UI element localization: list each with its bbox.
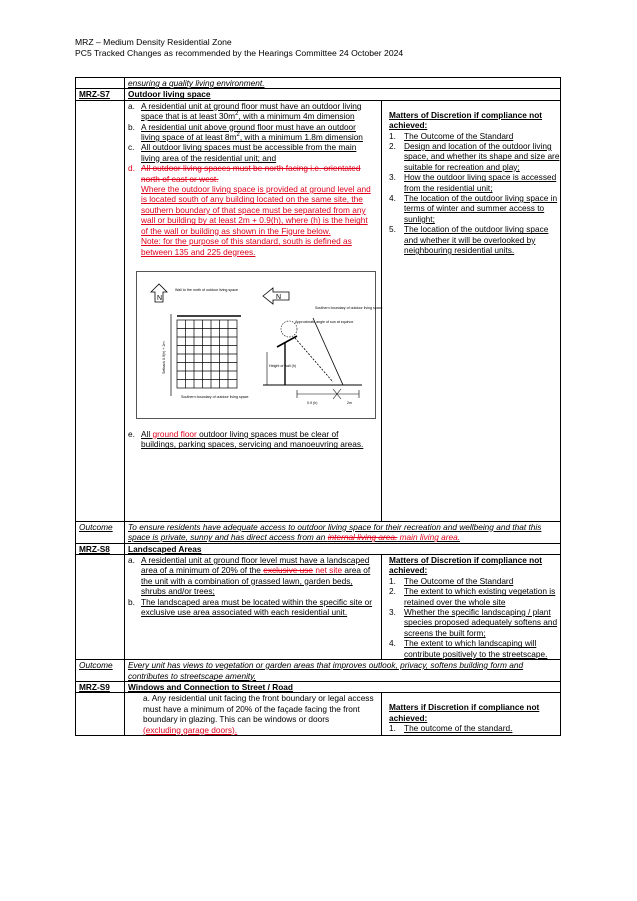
svg-text:Southern boundary of outdoor l: Southern boundary of outdoor living space [315,305,383,310]
matters-heading: Matters if Discretion if compliance not achieved: [389,702,540,723]
matters-list-item: 1. The outcome of the standard. [389,723,513,734]
table-row [76,543,561,554]
standards-table [75,77,561,736]
svg-text:Approximate angle of sun at eq: Approximate angle of sun at equinox [295,319,354,324]
matters-list-item: 2. The extent to which existing vegetation is retained over the whole site [389,586,556,607]
table-row [76,693,561,736]
matters-list-item: 1. The Outcome of the Standard [389,575,514,586]
continued-text: ensuring a quality living environment. [125,78,561,89]
inserted-text: (excluding garage doors). [143,724,238,735]
list-item: e. All ground floor outdoor living spaces must be clear of buildings, parking spaces, servicing and manoeuvring areas. [128,428,364,450]
standard-title: Outdoor living space [125,89,561,100]
matters-of-discretion [382,101,560,521]
matters-list-item: 1. The Outcome of the Standard [389,130,514,141]
matters-list [389,723,560,733]
matters-heading: Matters of Discretion if compliance not achieved: [389,109,543,131]
standard-rules [125,555,382,659]
matters-of-discretion [382,693,560,735]
matters-of-discretion [382,555,560,659]
standard-title: Landscaped Areas [125,543,561,554]
header-line-1: MRZ – Medium Density Residential Zone [75,37,232,47]
standard-code: MRZ-S9 [76,681,125,692]
deleted-text: exclusive use [263,565,314,576]
inserted-note: Note: for the purpose of this standard, south is defined as between 135 and 225 degrees. [141,236,352,257]
standard-code: MRZ-S8 [76,543,125,554]
outcome-text: To ensure residents have adequate access to outdoor living space for their recreation and wellbeing and that this space is private, sunny and has direct access from an internal living area. main living area. [125,521,561,543]
standard-rules [125,693,382,735]
svg-text:Height of wall (h): Height of wall (h) [269,363,296,368]
svg-text:Wall to the north of outdoor l: Wall to the north of outdoor living space [175,287,238,292]
matters-list-item: 4. The extent to which landscaping will contribute positively to the streetscape. [389,638,548,659]
setback-figure [136,271,383,419]
inserted-text: main living area. [397,532,461,543]
matters-heading: Matters of Discretion if compliance not achieved: [389,555,543,576]
page-header [75,37,403,59]
matters-list-item: 5. The location of the outdoor living space and whether it will be overlooked by neighbouring residential units. [389,224,549,256]
list-item: c. All outdoor living spaces must be accessible from the main living area of the residential unit; and [128,142,357,163]
list-item: a. A residential unit at ground floor must have an outdoor living space that is at least $30m^2$, with a minimum 4m dimension [128,100,362,122]
list-item: d. All outdoor living spaces must be north facing i.e. orientated north of east or west. Where the outdoor living space is provided at ground level and is located south of any building located on the same site, the southern boundary of that space must be separated from any wall or building by at least 2m + 0.9(h), where (h) is the height of the wall or building as shown in the Figure below. Note: for the purpose of this standard, south is defined as between 135 and 225 degrees. [128,163,371,257]
table-row [76,100,561,521]
standard-title: Windows and Connection to Street / Road [125,681,561,692]
outcome-label: Outcome [76,521,125,543]
standard-rules [125,101,382,521]
matters-list [389,576,560,659]
inserted-text: ground floor [152,428,197,439]
table-row [76,521,561,543]
header-line-2: PC5 Tracked Changes as recommended by the Hearings Committee 24 October 2024 [75,48,404,58]
table-row [76,78,561,89]
table-row [76,89,561,100]
inserted-text: Where the outdoor living space is provided at ground level and is located south of any building located on the same site, the southern boundary of that space must be separated from any wall or building by at least 2m + 0.9(h), where (h) is the height of the wall or building as shown in the Figure below. [141,184,371,236]
matters-list-item: 4. The location of the outdoor living space in terms of winter and summer access to sunlight; [389,193,558,224]
table-row [76,660,561,682]
rule-text: a. Any residential unit facing the front boundary or legal access must have a minimum of 20% of the façade facing the front boundary in glazing. This can be windows or doors [143,693,374,725]
matters-list-item: 2. Design and location of the outdoor living space, and whether its shape and size are suitable for recreation and play; [389,141,560,172]
table-row [76,555,561,660]
svg-text:0.9 (h): 0.9 (h) [307,400,318,405]
deleted-text: internal living area. [327,532,398,543]
outcome-label: Outcome [76,660,125,682]
north-symbol-left: N [157,294,163,302]
list-item: b. The landscaped area must be located within the specific site or exclusive use area associated with each residential unit. [128,596,373,618]
matters-list [389,131,560,256]
inserted-text: net site [313,565,343,576]
setback-diagram [137,272,383,418]
matters-list-item: 3. Whether the specific landscaping / plant species proposed adequately softens and screens the built form; [389,607,558,638]
standard-code: MRZ-S7 [76,89,125,100]
svg-text:Southern boundary of outdoor l: Southern boundary of outdoor living space [181,394,249,399]
svg-text:Setback 0.9(h) + 2m: Setback 0.9(h) + 2m [162,341,166,374]
svg-text:2m: 2m [347,400,352,405]
list-item: b. A residential unit above ground floor must have an outdoor living space of at least $8m^2$, with a minimum 1.8m dimension [128,121,363,143]
matters-list-item: 3. How the outdoor living space is accessed from the residential unit; [389,172,557,193]
svg-text:N: N [276,293,282,301]
table-row [76,681,561,692]
list-item: a. A residential unit at ground floor level must have a landscaped area of a minimum of 20% of the exclusive use net site area of the unit with a combination of grassed lawn, garden beds, shrubs and/or trees; [128,555,371,597]
outcome-text: Every unit has views to vegetation or garden areas that improves outlook, privacy, softens building form and contributes to streetscape amenity. [125,660,561,682]
deleted-text: All outdoor living spaces must be north facing i.e. orientated north of east or west. [141,163,361,184]
